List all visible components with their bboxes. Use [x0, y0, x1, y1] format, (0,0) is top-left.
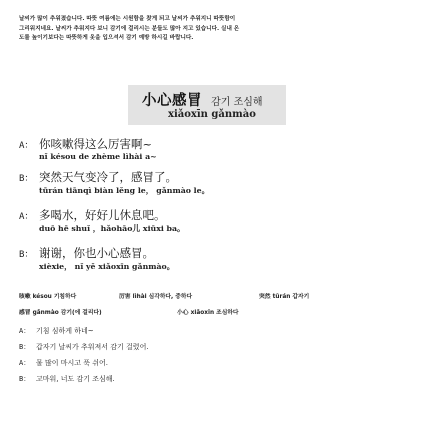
speaker-label: B： — [19, 343, 31, 351]
speaker-label: A： — [19, 141, 34, 151]
lesson-title-korean: 감기 조심해 — [211, 97, 263, 108]
dialogue-pinyin: xièxie， nǐ yě xiǎoxīn gǎnmào。 — [39, 262, 175, 271]
lesson-title-chinese: 小心感冒 — [142, 92, 202, 109]
dialogue-pinyin: nǐ késou de zhème lìhài a~ — [39, 152, 157, 161]
dialogue-pinyin: duō hē shuǐ ，hǎohāo儿 xiūxi ba。 — [39, 224, 185, 233]
vocab-entry: 咳嗽 késou 기침하다 — [19, 294, 77, 300]
dialogue-chinese: 突然天气变冷了，感冒了。 — [39, 170, 177, 184]
speaker-label: B： — [19, 375, 31, 383]
vocab-entry: 厉害 lìhài 심각하다, 중하다 — [119, 294, 193, 300]
speaker-label: B： — [19, 250, 34, 260]
intro-line: 그리워지네요. 날씨가 추워지다 보니 감기에 걸리시는 분들도 많아 지고 있습니다. 실내 온 — [19, 25, 240, 32]
intro-line: 도를 높이기보다는 따뜻하게 옷을 입으셔서 감기 예방 하시길 바랍니다. — [19, 35, 194, 42]
vocab-entry: 感冒 gǎnmào 감기(에 걸리다) — [19, 310, 102, 316]
dialogue-chinese: 你咳嗽得这么厉害啊~ — [39, 137, 153, 151]
lesson-title-pinyin: xiǎoxīn gǎnmào — [168, 109, 256, 120]
intro-line: 날씨가 많이 추워졌습니다. 따뜻 여름에는 시원함을 찾게 되고 날씨가 추워지니 따뜻함이 — [19, 16, 236, 22]
translation-text: 물 많이 마시고 푹 쉬어. — [36, 359, 108, 367]
vocab-entry: 小心 xiǎoxīn 조심하다 — [177, 310, 239, 316]
dialogue-chinese: 谢谢，你也小心感冒。 — [39, 246, 154, 260]
speaker-label: A： — [19, 359, 31, 367]
translation-text: 고마워, 너도 감기 조심해. — [36, 375, 115, 383]
lesson-title-row — [142, 89, 263, 110]
translation-text: 갑자기 날씨가 추워져서 감기 걸렸어. — [36, 343, 149, 351]
speaker-label: B： — [19, 174, 34, 184]
intro-paragraph — [19, 15, 411, 44]
speaker-label: A： — [19, 212, 34, 222]
dialogue-chinese: 多喝水，好好儿休息吧。 — [39, 208, 166, 222]
vocab-entry: 突然 tūrán 갑자기 — [259, 294, 310, 300]
translation-text: 기침 심하게 하네~ — [36, 327, 94, 335]
dialogue-pinyin: tūrán tiānqì biàn lěng le， gǎnmào le。 — [39, 186, 210, 195]
speaker-label: A： — [19, 327, 31, 335]
lesson-title-box — [128, 85, 286, 125]
